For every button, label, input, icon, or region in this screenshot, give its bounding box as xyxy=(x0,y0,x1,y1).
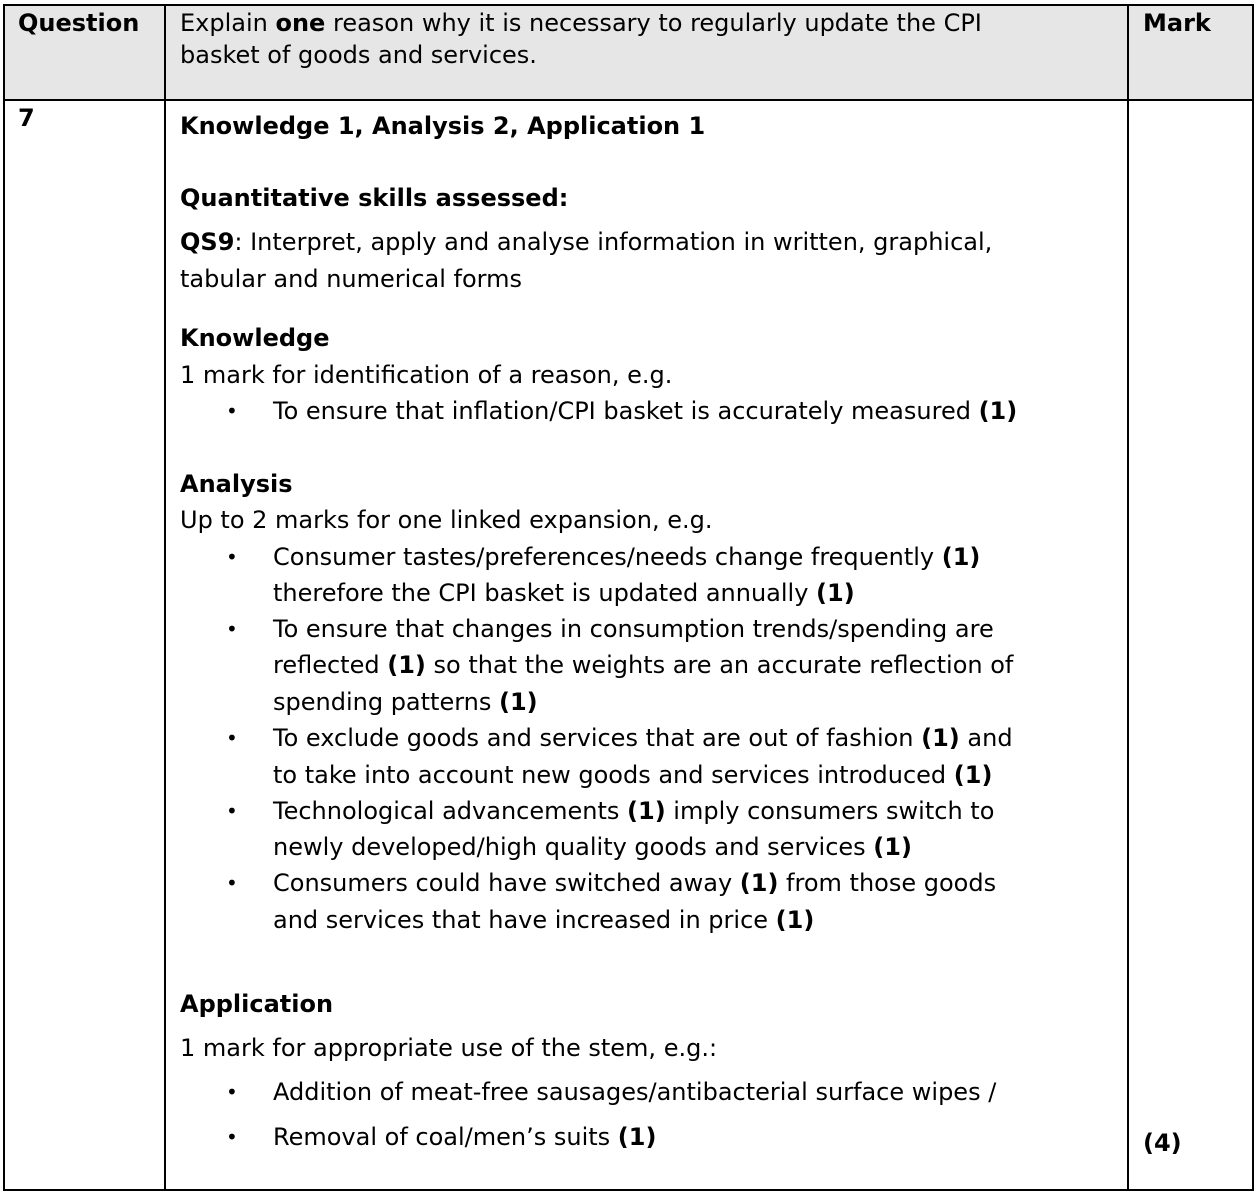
text: basket of goods and services. xyxy=(180,41,537,69)
bold-text: (1) xyxy=(775,906,815,934)
text: and services that have increased in price xyxy=(273,906,776,934)
bold-text: (1) xyxy=(816,579,855,607)
text: Consumer tastes/preferences/needs change frequently xyxy=(273,543,942,571)
bullet-icon: • xyxy=(226,726,238,750)
bold-text: QS9 xyxy=(180,228,235,256)
text: tabular and numerical forms xyxy=(180,265,522,293)
bold-text: (1) xyxy=(617,1123,657,1151)
paragraph-line xyxy=(180,989,333,1019)
table-border-top xyxy=(4,4,1254,6)
bold-text: Knowledge xyxy=(180,324,330,352)
text: newly developed/high quality goods and services xyxy=(273,833,874,861)
text: : Interpret, apply and analyse information in written, graphical, xyxy=(234,228,993,256)
bullet-icon: • xyxy=(226,399,238,423)
bold-text: Analysis xyxy=(180,470,293,498)
text: so that the weights are an accurate reflection of xyxy=(425,651,1014,679)
bullet-icon: • xyxy=(226,871,238,895)
bullet-icon: • xyxy=(226,1125,238,1149)
bold-text: Quantitative skills assessed: xyxy=(180,184,569,212)
bullet-item xyxy=(273,1077,996,1107)
text: reason why it is necessary to regularly update the CPI xyxy=(325,9,982,37)
bold-text: Application xyxy=(180,990,334,1018)
bold-text: Knowledge 1, Analysis 2, Application 1 xyxy=(180,112,706,140)
bold-text: (1) xyxy=(978,397,1018,425)
text: spending patterns xyxy=(273,688,500,716)
text: imply consumers switch to xyxy=(665,797,995,825)
text: reflected xyxy=(273,651,388,679)
paragraph-line xyxy=(180,505,712,535)
column-divider-2 xyxy=(1127,4,1129,1191)
bold-text: (1) xyxy=(941,543,981,571)
text: to take into account new goods and services introduced xyxy=(273,761,954,789)
text: Explain xyxy=(180,9,276,37)
question-number: 7 xyxy=(18,104,35,132)
bullet-icon: • xyxy=(226,545,238,569)
bullet-item xyxy=(273,542,980,572)
text: therefore the CPI basket is updated annually xyxy=(273,579,817,607)
bullet-item xyxy=(273,796,994,826)
bullet-item-continuation xyxy=(273,687,538,717)
bullet-item-continuation xyxy=(273,760,992,790)
bold-text: one xyxy=(275,9,326,37)
paragraph-line xyxy=(180,1033,717,1063)
table-border-right xyxy=(1252,4,1254,1191)
bold-text: (1) xyxy=(953,761,993,789)
bold-text: (1) xyxy=(921,724,960,752)
bullet-item xyxy=(273,396,1017,426)
header-divider xyxy=(4,99,1254,101)
bold-text: (1) xyxy=(873,833,912,861)
text: Removal of coal/men’s suits xyxy=(273,1123,618,1151)
column-divider-1 xyxy=(164,4,166,1191)
paragraph-line xyxy=(180,323,329,353)
bullet-item-continuation xyxy=(273,578,855,608)
paragraph-line xyxy=(180,111,705,141)
bullet-item xyxy=(273,723,1013,753)
bullet-item-continuation xyxy=(273,650,1013,680)
paragraph-line xyxy=(180,183,568,213)
bullet-item xyxy=(273,614,994,644)
paragraph-line xyxy=(180,264,522,294)
bullet-icon: • xyxy=(226,617,238,641)
question-text-line xyxy=(180,8,982,38)
bullet-icon: • xyxy=(226,1080,238,1104)
text: 1 mark for appropriate use of the stem, e.g.: xyxy=(180,1034,718,1062)
bold-text: (1) xyxy=(387,651,426,679)
text: Up to 2 marks for one linked expansion, e.g. xyxy=(180,506,713,534)
table-border-bottom xyxy=(4,1189,1254,1191)
bullet-item xyxy=(273,1122,656,1152)
bullet-item-continuation xyxy=(273,905,814,935)
text: To ensure that changes in consumption trends/spending are xyxy=(273,615,994,643)
text: Addition of meat-free sausages/antibacterial surface wipes / xyxy=(273,1078,997,1106)
bullet-icon: • xyxy=(226,799,238,823)
bullet-item xyxy=(273,868,996,898)
text: and xyxy=(959,724,1013,752)
paragraph-line xyxy=(180,469,293,499)
paragraph-line xyxy=(180,360,672,390)
text: To ensure that inflation/CPI basket is accurately measured xyxy=(273,397,979,425)
bullet-item-continuation xyxy=(273,832,912,862)
question-column-header: Question xyxy=(18,9,140,37)
table-border-left xyxy=(3,4,5,1191)
bold-text: (1) xyxy=(499,688,538,716)
text: Consumers could have switched away xyxy=(273,869,740,897)
question-text-line xyxy=(180,40,537,70)
text: To exclude goods and services that are out of fashion xyxy=(273,724,922,752)
bold-text: (1) xyxy=(627,797,666,825)
text: from those goods xyxy=(778,869,997,897)
text: Technological advancements xyxy=(273,797,628,825)
paragraph-line xyxy=(180,227,992,257)
mark-column-header: Mark xyxy=(1143,9,1211,37)
total-mark: (4) xyxy=(1143,1129,1182,1157)
bold-text: (1) xyxy=(739,869,779,897)
text: 1 mark for identification of a reason, e.g. xyxy=(180,361,673,389)
